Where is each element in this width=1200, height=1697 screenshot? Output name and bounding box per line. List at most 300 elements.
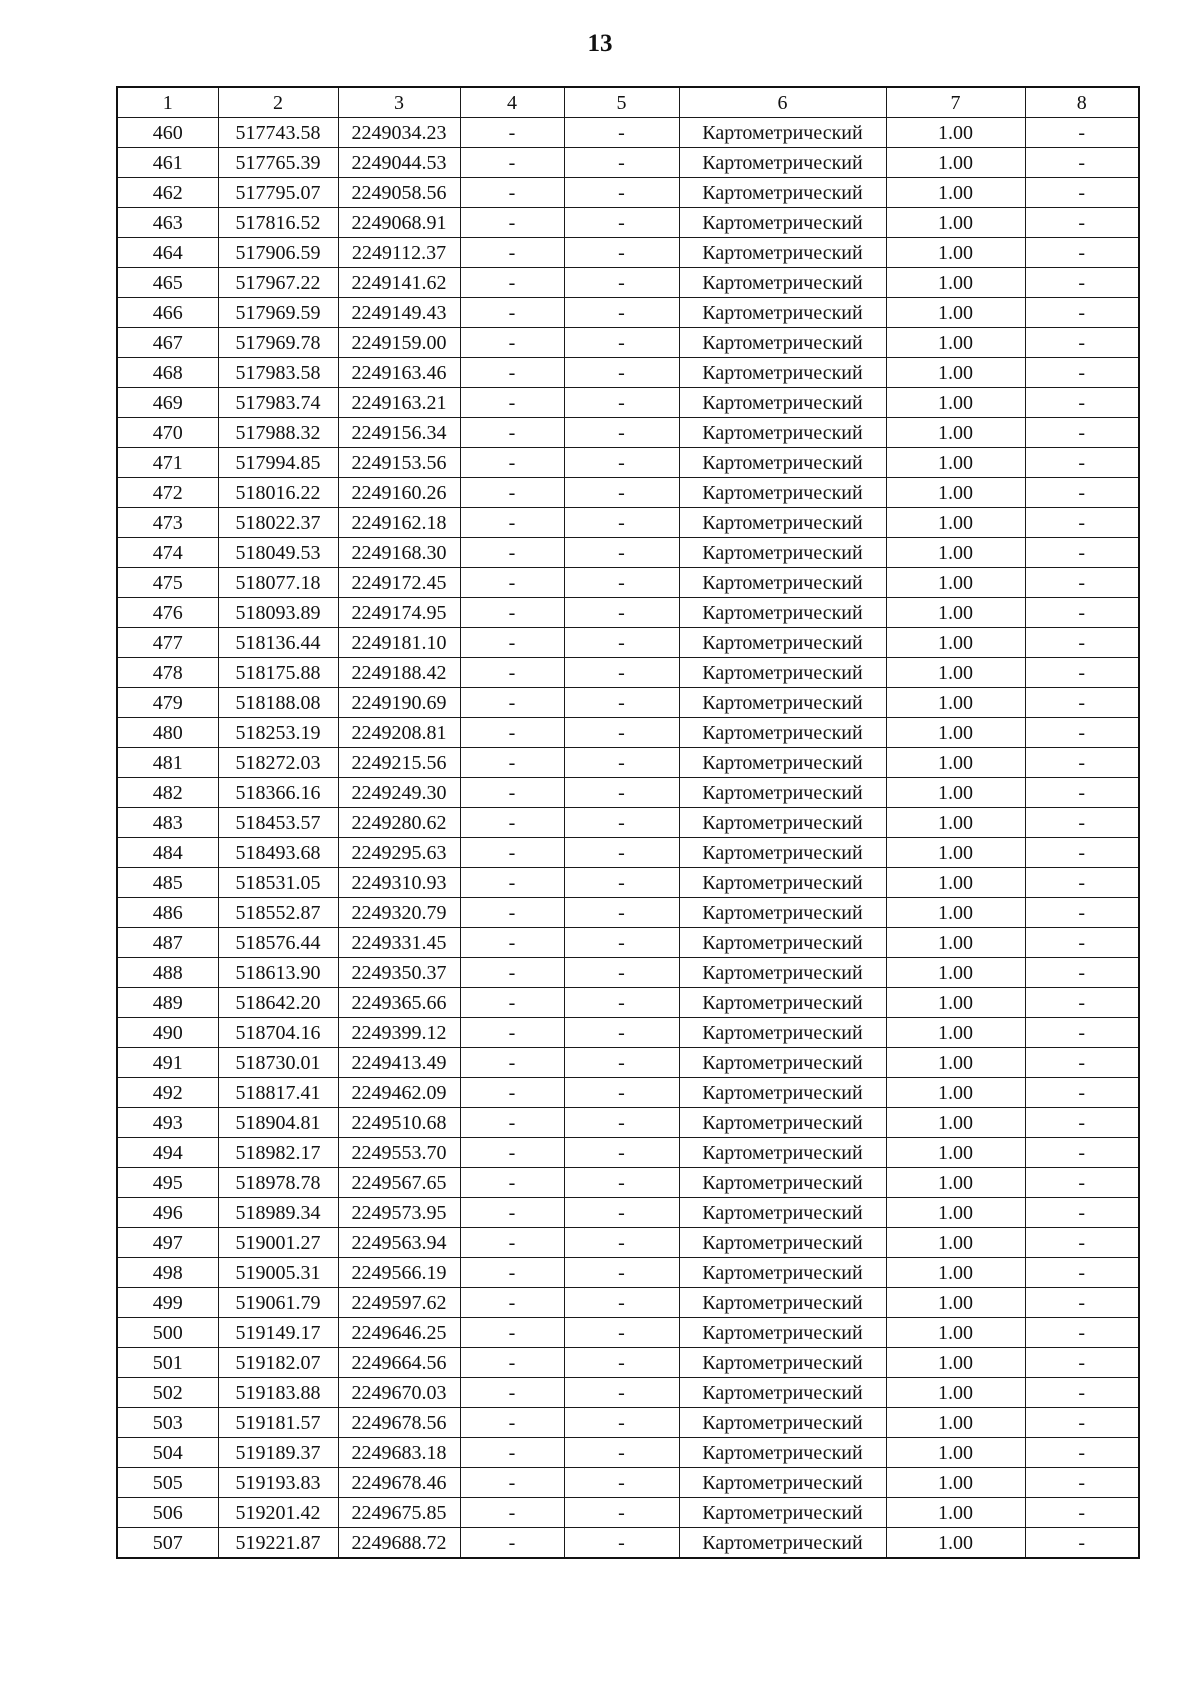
cell-col-8: - bbox=[1025, 478, 1139, 508]
cell-method: Картометрический bbox=[679, 688, 886, 718]
cell-point-number: 481 bbox=[117, 748, 218, 778]
cell-point-number: 496 bbox=[117, 1198, 218, 1228]
cell-y-coordinate: 2249280.62 bbox=[338, 808, 460, 838]
cell-method: Картометрический bbox=[679, 148, 886, 178]
cell-y-coordinate: 2249153.56 bbox=[338, 448, 460, 478]
cell-col-8: - bbox=[1025, 1498, 1139, 1528]
cell-col-8: - bbox=[1025, 1438, 1139, 1468]
table-row bbox=[117, 508, 1139, 538]
cell-col-8: - bbox=[1025, 988, 1139, 1018]
cell-y-coordinate: 2249249.30 bbox=[338, 778, 460, 808]
cell-col-8: - bbox=[1025, 388, 1139, 418]
cell-point-number: 467 bbox=[117, 328, 218, 358]
cell-col-4: - bbox=[460, 958, 564, 988]
cell-method: Картометрический bbox=[679, 1108, 886, 1138]
cell-x-coordinate: 518016.22 bbox=[218, 478, 338, 508]
cell-y-coordinate: 2249510.68 bbox=[338, 1108, 460, 1138]
cell-col-8: - bbox=[1025, 148, 1139, 178]
cell-y-coordinate: 2249566.19 bbox=[338, 1258, 460, 1288]
cell-x-coordinate: 518077.18 bbox=[218, 568, 338, 598]
cell-col-8: - bbox=[1025, 688, 1139, 718]
cell-col-5: - bbox=[564, 1468, 679, 1498]
cell-x-coordinate: 517969.78 bbox=[218, 328, 338, 358]
cell-y-coordinate: 2249172.45 bbox=[338, 568, 460, 598]
cell-x-coordinate: 519181.57 bbox=[218, 1408, 338, 1438]
cell-point-number: 472 bbox=[117, 478, 218, 508]
column-header-4: 4 bbox=[460, 87, 564, 118]
cell-method: Картометрический bbox=[679, 1378, 886, 1408]
table-body bbox=[117, 118, 1139, 1559]
cell-precision: 1.00 bbox=[886, 1168, 1025, 1198]
cell-y-coordinate: 2249156.34 bbox=[338, 418, 460, 448]
cell-precision: 1.00 bbox=[886, 1018, 1025, 1048]
cell-point-number: 462 bbox=[117, 178, 218, 208]
column-header-7: 7 bbox=[886, 87, 1025, 118]
cell-x-coordinate: 518978.78 bbox=[218, 1168, 338, 1198]
cell-col-8: - bbox=[1025, 1468, 1139, 1498]
cell-col-5: - bbox=[564, 238, 679, 268]
cell-x-coordinate: 518049.53 bbox=[218, 538, 338, 568]
table-row bbox=[117, 1408, 1139, 1438]
cell-method: Картометрический bbox=[679, 658, 886, 688]
cell-y-coordinate: 2249567.65 bbox=[338, 1168, 460, 1198]
table-row bbox=[117, 298, 1139, 328]
cell-method: Картометрический bbox=[679, 388, 886, 418]
cell-y-coordinate: 2249664.56 bbox=[338, 1348, 460, 1378]
cell-x-coordinate: 517906.59 bbox=[218, 238, 338, 268]
cell-method: Картометрический bbox=[679, 1288, 886, 1318]
cell-point-number: 480 bbox=[117, 718, 218, 748]
cell-method: Картометрический bbox=[679, 628, 886, 658]
cell-col-8: - bbox=[1025, 808, 1139, 838]
cell-col-5: - bbox=[564, 658, 679, 688]
cell-col-8: - bbox=[1025, 658, 1139, 688]
table-row bbox=[117, 1348, 1139, 1378]
cell-x-coordinate: 519182.07 bbox=[218, 1348, 338, 1378]
cell-point-number: 495 bbox=[117, 1168, 218, 1198]
cell-col-8: - bbox=[1025, 628, 1139, 658]
table-row bbox=[117, 748, 1139, 778]
cell-col-8: - bbox=[1025, 508, 1139, 538]
cell-x-coordinate: 517765.39 bbox=[218, 148, 338, 178]
cell-precision: 1.00 bbox=[886, 598, 1025, 628]
cell-point-number: 470 bbox=[117, 418, 218, 448]
cell-method: Картометрический bbox=[679, 208, 886, 238]
cell-col-8: - bbox=[1025, 1408, 1139, 1438]
cell-x-coordinate: 519149.17 bbox=[218, 1318, 338, 1348]
cell-col-5: - bbox=[564, 1288, 679, 1318]
cell-col-5: - bbox=[564, 1018, 679, 1048]
cell-method: Картометрический bbox=[679, 1468, 886, 1498]
table-row bbox=[117, 1138, 1139, 1168]
cell-col-4: - bbox=[460, 1438, 564, 1468]
column-header-3: 3 bbox=[338, 87, 460, 118]
cell-point-number: 485 bbox=[117, 868, 218, 898]
cell-col-4: - bbox=[460, 1408, 564, 1438]
cell-col-4: - bbox=[460, 1108, 564, 1138]
table-row bbox=[117, 538, 1139, 568]
cell-col-8: - bbox=[1025, 208, 1139, 238]
cell-precision: 1.00 bbox=[886, 748, 1025, 778]
table-row bbox=[117, 598, 1139, 628]
cell-method: Картометрический bbox=[679, 598, 886, 628]
cell-col-5: - bbox=[564, 268, 679, 298]
table-row bbox=[117, 238, 1139, 268]
cell-precision: 1.00 bbox=[886, 1408, 1025, 1438]
table-row bbox=[117, 1258, 1139, 1288]
cell-x-coordinate: 518272.03 bbox=[218, 748, 338, 778]
cell-col-5: - bbox=[564, 808, 679, 838]
cell-y-coordinate: 2249320.79 bbox=[338, 898, 460, 928]
cell-x-coordinate: 518552.87 bbox=[218, 898, 338, 928]
cell-point-number: 474 bbox=[117, 538, 218, 568]
coordinates-table bbox=[116, 86, 1140, 1559]
table-row bbox=[117, 1168, 1139, 1198]
cell-y-coordinate: 2249675.85 bbox=[338, 1498, 460, 1528]
cell-y-coordinate: 2249163.21 bbox=[338, 388, 460, 418]
cell-precision: 1.00 bbox=[886, 808, 1025, 838]
table-row bbox=[117, 118, 1139, 148]
cell-col-4: - bbox=[460, 1348, 564, 1378]
cell-method: Картометрический bbox=[679, 448, 886, 478]
cell-x-coordinate: 517743.58 bbox=[218, 118, 338, 148]
cell-method: Картометрический bbox=[679, 898, 886, 928]
table-row bbox=[117, 628, 1139, 658]
cell-col-4: - bbox=[460, 1378, 564, 1408]
cell-col-8: - bbox=[1025, 778, 1139, 808]
cell-col-4: - bbox=[460, 208, 564, 238]
cell-precision: 1.00 bbox=[886, 1378, 1025, 1408]
cell-y-coordinate: 2249181.10 bbox=[338, 628, 460, 658]
cell-col-8: - bbox=[1025, 1198, 1139, 1228]
cell-col-8: - bbox=[1025, 1258, 1139, 1288]
cell-precision: 1.00 bbox=[886, 1198, 1025, 1228]
table-row bbox=[117, 478, 1139, 508]
cell-col-8: - bbox=[1025, 958, 1139, 988]
cell-method: Картометрический bbox=[679, 1258, 886, 1288]
cell-point-number: 498 bbox=[117, 1258, 218, 1288]
cell-x-coordinate: 518613.90 bbox=[218, 958, 338, 988]
cell-precision: 1.00 bbox=[886, 868, 1025, 898]
cell-col-5: - bbox=[564, 688, 679, 718]
cell-x-coordinate: 519221.87 bbox=[218, 1528, 338, 1559]
cell-y-coordinate: 2249295.63 bbox=[338, 838, 460, 868]
table-row bbox=[117, 208, 1139, 238]
cell-method: Картометрический bbox=[679, 778, 886, 808]
cell-col-4: - bbox=[460, 538, 564, 568]
table-row bbox=[117, 1228, 1139, 1258]
column-header-1: 1 bbox=[117, 87, 218, 118]
cell-col-5: - bbox=[564, 838, 679, 868]
cell-y-coordinate: 2249365.66 bbox=[338, 988, 460, 1018]
cell-col-4: - bbox=[460, 928, 564, 958]
cell-col-5: - bbox=[564, 178, 679, 208]
cell-precision: 1.00 bbox=[886, 1078, 1025, 1108]
table-row bbox=[117, 1108, 1139, 1138]
cell-precision: 1.00 bbox=[886, 178, 1025, 208]
cell-col-5: - bbox=[564, 118, 679, 148]
cell-x-coordinate: 518531.05 bbox=[218, 868, 338, 898]
cell-method: Картометрический bbox=[679, 838, 886, 868]
cell-point-number: 500 bbox=[117, 1318, 218, 1348]
cell-method: Картометрический bbox=[679, 1198, 886, 1228]
cell-point-number: 479 bbox=[117, 688, 218, 718]
cell-col-8: - bbox=[1025, 928, 1139, 958]
cell-col-8: - bbox=[1025, 268, 1139, 298]
table-row bbox=[117, 1018, 1139, 1048]
cell-point-number: 490 bbox=[117, 1018, 218, 1048]
cell-col-5: - bbox=[564, 1198, 679, 1228]
cell-method: Картометрический bbox=[679, 508, 886, 538]
cell-x-coordinate: 518982.17 bbox=[218, 1138, 338, 1168]
column-header-5: 5 bbox=[564, 87, 679, 118]
cell-col-5: - bbox=[564, 1108, 679, 1138]
cell-col-8: - bbox=[1025, 1048, 1139, 1078]
cell-col-4: - bbox=[460, 358, 564, 388]
cell-precision: 1.00 bbox=[886, 148, 1025, 178]
cell-point-number: 489 bbox=[117, 988, 218, 1018]
cell-col-4: - bbox=[460, 1258, 564, 1288]
cell-precision: 1.00 bbox=[886, 838, 1025, 868]
cell-col-5: - bbox=[564, 328, 679, 358]
cell-col-8: - bbox=[1025, 748, 1139, 778]
cell-col-4: - bbox=[460, 178, 564, 208]
cell-method: Картометрический bbox=[679, 1048, 886, 1078]
cell-col-8: - bbox=[1025, 898, 1139, 928]
cell-precision: 1.00 bbox=[886, 238, 1025, 268]
cell-col-8: - bbox=[1025, 598, 1139, 628]
table-row bbox=[117, 958, 1139, 988]
cell-col-8: - bbox=[1025, 1138, 1139, 1168]
cell-point-number: 469 bbox=[117, 388, 218, 418]
cell-precision: 1.00 bbox=[886, 478, 1025, 508]
cell-y-coordinate: 2249399.12 bbox=[338, 1018, 460, 1048]
cell-precision: 1.00 bbox=[886, 298, 1025, 328]
cell-x-coordinate: 518136.44 bbox=[218, 628, 338, 658]
cell-point-number: 497 bbox=[117, 1228, 218, 1258]
cell-point-number: 486 bbox=[117, 898, 218, 928]
cell-col-8: - bbox=[1025, 838, 1139, 868]
cell-col-5: - bbox=[564, 358, 679, 388]
cell-col-4: - bbox=[460, 568, 564, 598]
cell-method: Картометрический bbox=[679, 748, 886, 778]
cell-y-coordinate: 2249350.37 bbox=[338, 958, 460, 988]
cell-precision: 1.00 bbox=[886, 328, 1025, 358]
cell-col-4: - bbox=[460, 148, 564, 178]
cell-x-coordinate: 517816.52 bbox=[218, 208, 338, 238]
table-row bbox=[117, 928, 1139, 958]
table-row bbox=[117, 1318, 1139, 1348]
cell-col-4: - bbox=[460, 118, 564, 148]
cell-col-5: - bbox=[564, 1348, 679, 1378]
table-row bbox=[117, 838, 1139, 868]
cell-col-4: - bbox=[460, 1528, 564, 1559]
cell-point-number: 465 bbox=[117, 268, 218, 298]
cell-precision: 1.00 bbox=[886, 988, 1025, 1018]
column-header-8: 8 bbox=[1025, 87, 1139, 118]
cell-point-number: 482 bbox=[117, 778, 218, 808]
cell-method: Картометрический bbox=[679, 568, 886, 598]
cell-col-4: - bbox=[460, 418, 564, 448]
table-row bbox=[117, 898, 1139, 928]
cell-y-coordinate: 2249646.25 bbox=[338, 1318, 460, 1348]
cell-method: Картометрический bbox=[679, 1498, 886, 1528]
cell-col-4: - bbox=[460, 1168, 564, 1198]
cell-col-4: - bbox=[460, 1078, 564, 1108]
cell-point-number: 493 bbox=[117, 1108, 218, 1138]
cell-point-number: 477 bbox=[117, 628, 218, 658]
cell-col-4: - bbox=[460, 328, 564, 358]
cell-y-coordinate: 2249149.43 bbox=[338, 298, 460, 328]
table-row bbox=[117, 358, 1139, 388]
table-row bbox=[117, 1078, 1139, 1108]
cell-x-coordinate: 517967.22 bbox=[218, 268, 338, 298]
cell-point-number: 466 bbox=[117, 298, 218, 328]
cell-x-coordinate: 518989.34 bbox=[218, 1198, 338, 1228]
cell-point-number: 473 bbox=[117, 508, 218, 538]
cell-y-coordinate: 2249068.91 bbox=[338, 208, 460, 238]
table-row bbox=[117, 688, 1139, 718]
cell-point-number: 502 bbox=[117, 1378, 218, 1408]
cell-point-number: 488 bbox=[117, 958, 218, 988]
cell-x-coordinate: 517983.58 bbox=[218, 358, 338, 388]
cell-x-coordinate: 519001.27 bbox=[218, 1228, 338, 1258]
cell-point-number: 503 bbox=[117, 1408, 218, 1438]
table-row bbox=[117, 1468, 1139, 1498]
cell-x-coordinate: 518730.01 bbox=[218, 1048, 338, 1078]
cell-col-5: - bbox=[564, 1528, 679, 1559]
cell-point-number: 507 bbox=[117, 1528, 218, 1559]
cell-col-5: - bbox=[564, 508, 679, 538]
cell-x-coordinate: 519005.31 bbox=[218, 1258, 338, 1288]
cell-col-5: - bbox=[564, 538, 679, 568]
cell-col-4: - bbox=[460, 478, 564, 508]
cell-y-coordinate: 2249160.26 bbox=[338, 478, 460, 508]
cell-precision: 1.00 bbox=[886, 1258, 1025, 1288]
cell-x-coordinate: 518093.89 bbox=[218, 598, 338, 628]
cell-y-coordinate: 2249462.09 bbox=[338, 1078, 460, 1108]
table-row bbox=[117, 1528, 1139, 1559]
cell-method: Картометрический bbox=[679, 1318, 886, 1348]
cell-point-number: 461 bbox=[117, 148, 218, 178]
cell-method: Картометрический bbox=[679, 1168, 886, 1198]
cell-col-8: - bbox=[1025, 178, 1139, 208]
cell-col-4: - bbox=[460, 808, 564, 838]
cell-x-coordinate: 518576.44 bbox=[218, 928, 338, 958]
cell-col-8: - bbox=[1025, 118, 1139, 148]
table-row bbox=[117, 1198, 1139, 1228]
cell-x-coordinate: 519189.37 bbox=[218, 1438, 338, 1468]
cell-x-coordinate: 519061.79 bbox=[218, 1288, 338, 1318]
cell-col-4: - bbox=[460, 1138, 564, 1168]
cell-precision: 1.00 bbox=[886, 778, 1025, 808]
cell-col-4: - bbox=[460, 508, 564, 538]
table-row bbox=[117, 148, 1139, 178]
table-row bbox=[117, 868, 1139, 898]
cell-precision: 1.00 bbox=[886, 1288, 1025, 1318]
cell-method: Картометрический bbox=[679, 1228, 886, 1258]
cell-col-4: - bbox=[460, 1228, 564, 1258]
cell-x-coordinate: 518904.81 bbox=[218, 1108, 338, 1138]
cell-method: Картометрический bbox=[679, 418, 886, 448]
cell-col-5: - bbox=[564, 1378, 679, 1408]
cell-point-number: 475 bbox=[117, 568, 218, 598]
cell-method: Картометрический bbox=[679, 718, 886, 748]
cell-x-coordinate: 517994.85 bbox=[218, 448, 338, 478]
cell-x-coordinate: 518175.88 bbox=[218, 658, 338, 688]
cell-method: Картометрический bbox=[679, 238, 886, 268]
cell-precision: 1.00 bbox=[886, 658, 1025, 688]
cell-x-coordinate: 517983.74 bbox=[218, 388, 338, 418]
cell-x-coordinate: 518817.41 bbox=[218, 1078, 338, 1108]
table-row bbox=[117, 718, 1139, 748]
cell-precision: 1.00 bbox=[886, 718, 1025, 748]
cell-method: Картометрический bbox=[679, 298, 886, 328]
cell-col-5: - bbox=[564, 598, 679, 628]
cell-precision: 1.00 bbox=[886, 208, 1025, 238]
cell-y-coordinate: 2249112.37 bbox=[338, 238, 460, 268]
cell-method: Картометрический bbox=[679, 268, 886, 298]
cell-y-coordinate: 2249413.49 bbox=[338, 1048, 460, 1078]
table-row bbox=[117, 178, 1139, 208]
cell-col-5: - bbox=[564, 988, 679, 1018]
cell-col-8: - bbox=[1025, 1108, 1139, 1138]
cell-method: Картометрический bbox=[679, 358, 886, 388]
cell-y-coordinate: 2249310.93 bbox=[338, 868, 460, 898]
table-row bbox=[117, 658, 1139, 688]
cell-col-5: - bbox=[564, 1408, 679, 1438]
cell-x-coordinate: 518493.68 bbox=[218, 838, 338, 868]
cell-col-5: - bbox=[564, 1228, 679, 1258]
cell-precision: 1.00 bbox=[886, 358, 1025, 388]
cell-point-number: 494 bbox=[117, 1138, 218, 1168]
cell-col-8: - bbox=[1025, 358, 1139, 388]
cell-precision: 1.00 bbox=[886, 1048, 1025, 1078]
cell-point-number: 468 bbox=[117, 358, 218, 388]
cell-precision: 1.00 bbox=[886, 898, 1025, 928]
cell-col-4: - bbox=[460, 658, 564, 688]
cell-col-8: - bbox=[1025, 418, 1139, 448]
cell-precision: 1.00 bbox=[886, 538, 1025, 568]
cell-col-4: - bbox=[460, 748, 564, 778]
cell-y-coordinate: 2249678.46 bbox=[338, 1468, 460, 1498]
table-row bbox=[117, 448, 1139, 478]
cell-y-coordinate: 2249573.95 bbox=[338, 1198, 460, 1228]
cell-col-4: - bbox=[460, 1498, 564, 1528]
cell-col-5: - bbox=[564, 298, 679, 328]
cell-col-8: - bbox=[1025, 1318, 1139, 1348]
cell-col-4: - bbox=[460, 1288, 564, 1318]
cell-col-8: - bbox=[1025, 868, 1139, 898]
cell-col-4: - bbox=[460, 448, 564, 478]
cell-col-5: - bbox=[564, 568, 679, 598]
cell-y-coordinate: 2249044.53 bbox=[338, 148, 460, 178]
cell-col-4: - bbox=[460, 1048, 564, 1078]
cell-col-4: - bbox=[460, 238, 564, 268]
cell-method: Картометрический bbox=[679, 1438, 886, 1468]
cell-method: Картометрический bbox=[679, 928, 886, 958]
cell-col-4: - bbox=[460, 718, 564, 748]
cell-point-number: 476 bbox=[117, 598, 218, 628]
cell-col-5: - bbox=[564, 148, 679, 178]
cell-col-5: - bbox=[564, 388, 679, 418]
cell-point-number: 484 bbox=[117, 838, 218, 868]
cell-col-4: - bbox=[460, 598, 564, 628]
cell-precision: 1.00 bbox=[886, 1318, 1025, 1348]
cell-y-coordinate: 2249159.00 bbox=[338, 328, 460, 358]
cell-x-coordinate: 518704.16 bbox=[218, 1018, 338, 1048]
cell-x-coordinate: 518188.08 bbox=[218, 688, 338, 718]
